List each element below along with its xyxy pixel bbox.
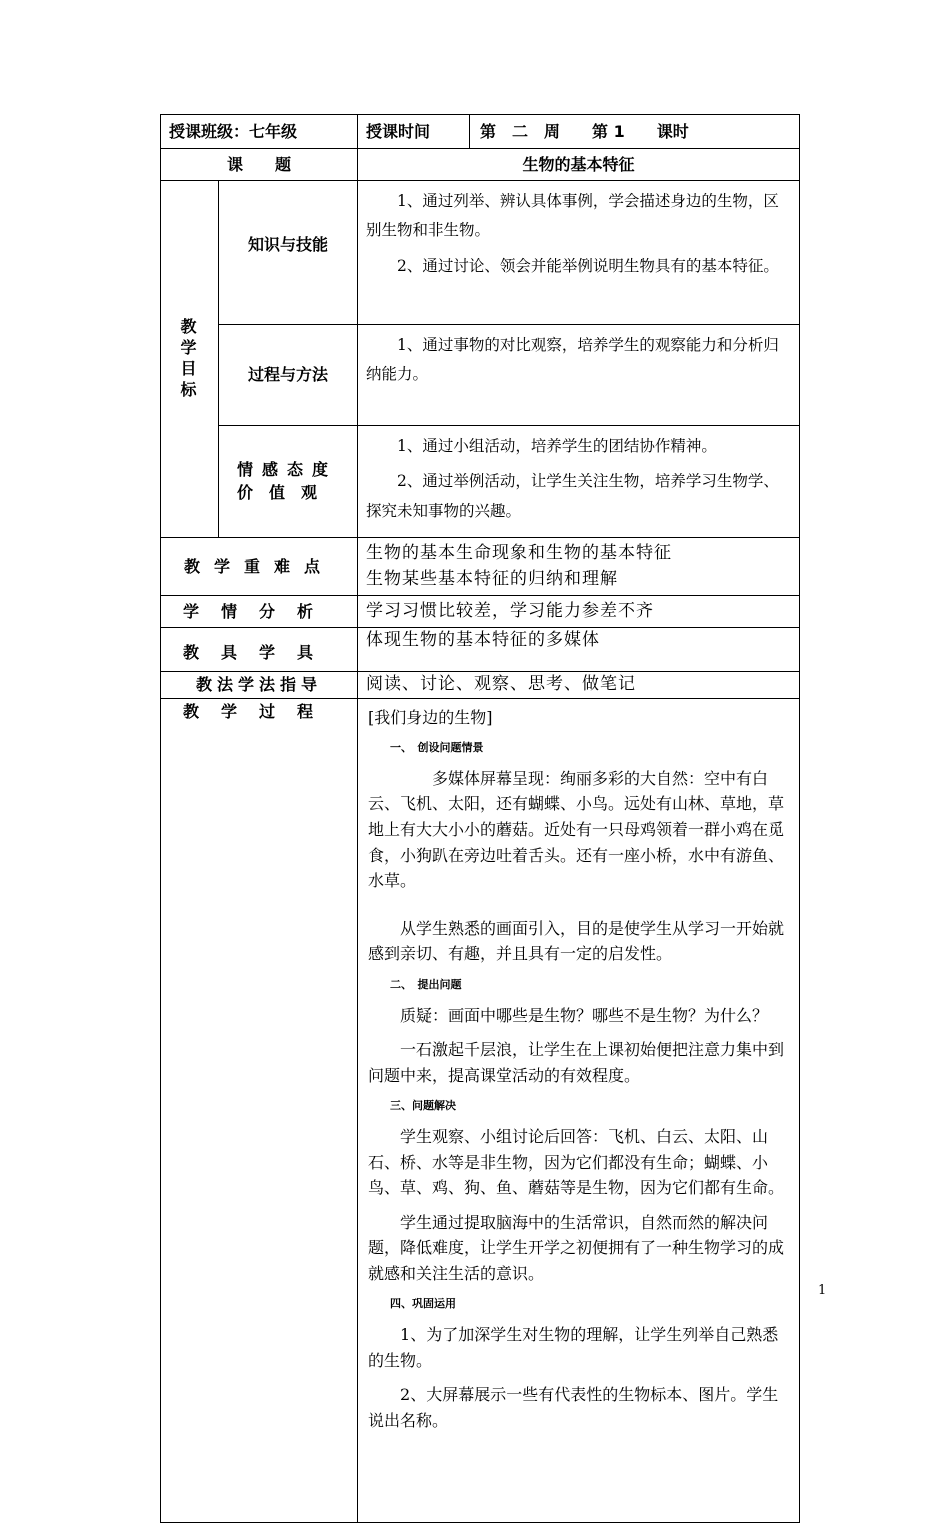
topic-row [161, 149, 800, 181]
emotion-label-line2: 价 值 观 [237, 482, 318, 502]
process-content [358, 698, 800, 1522]
emotion-label [219, 426, 358, 538]
tools-value: 体现生物的基本特征的多媒体 [358, 628, 800, 672]
methods-label: 教法学法指导 [161, 672, 358, 699]
step-1-paragraph-2: 从学生熟悉的画面引入，目的是使学生从学习一开始就感到亲切、有趣，并且具有一定的启发性。 [368, 918, 785, 964]
lesson-plan-table [160, 114, 800, 1523]
knowledge-label: 知识与技能 [219, 181, 358, 325]
step-1-title: 一、 创设问题情景 [390, 741, 484, 755]
methods-value: 阅读、讨论、观察、思考、做笔记 [358, 672, 800, 699]
objectives-label [161, 181, 219, 538]
schedule-value: 第 二 周 第 1 课时 [470, 115, 800, 149]
key-points-content [358, 538, 800, 596]
process-method-item-1: 1、通过事物的对比观察，培养学生的观察能力和分析归纳能力。 [366, 336, 779, 384]
topic-title: 生物的基本特征 [358, 149, 800, 181]
knowledge-item-2: 2、通过讨论、领会并能举例说明生物具有的基本特征。 [397, 256, 779, 275]
step-2-paragraph-1: 质疑：画面中哪些是生物？哪些不是生物？为什么？ [400, 1005, 769, 1025]
analysis-label: 学情分析 [161, 596, 358, 628]
step-2-title: 二、 提出问题 [390, 977, 462, 991]
step-4-paragraph-2: 2、大屏幕展示一些有代表性的生物标本、图片。学生说出名称。 [368, 1385, 779, 1430]
step-1-paragraph-1: 多媒体屏幕呈现：绚丽多彩的大自然：空中有白云、飞机、太阳，还有蝴蝶、小鸟。远处有山林、草地，草地上有大大小小的蘑菇。近处有一只母鸡领着一群小鸡在觅食，小狗趴在旁边吐着舌头。还有一座小桥，水中有游鱼、水草。 [368, 768, 785, 891]
process-method-label: 过程与方法 [219, 325, 358, 426]
tools-label: 教具学具 [161, 628, 358, 672]
analysis-value: 学习习惯比较差，学习能力参差不齐 [358, 596, 800, 628]
key-points-row [161, 538, 800, 596]
step-2-paragraph-2: 一石激起千层浪，让学生在上课初始便把注意力集中到问题中来，提高课堂活动的有效程度。 [368, 1040, 785, 1085]
time-label: 授课时间 [358, 115, 470, 149]
process-method-content [358, 325, 800, 426]
tools-row [161, 628, 800, 672]
key-points-label: 教学重难点 [161, 538, 358, 596]
emotion-item-1: 1、通过小组活动，培养学生的团结协作精神。 [397, 437, 717, 455]
knowledge-item-1: 1、通过列举、辨认具体事例，学会描述身边的生物，区别生物和非生物。 [366, 192, 779, 240]
step-3-paragraph-1: 学生观察、小组讨论后回答：飞机、白云、太阳、山石、桥、水等是非生物，因为它们都没有生命；蝴蝶、小鸟、草、鸡、狗、鱼、蘑菇等是生物，因为它们都有生命。 [368, 1126, 785, 1198]
objective-emotion-row [161, 426, 800, 538]
class-label: 授课班级：七年级 [161, 115, 358, 149]
topic-label: 课 题 [161, 149, 358, 181]
knowledge-content [358, 181, 800, 325]
emotion-label-line1: 情感态度 [237, 460, 338, 480]
key-points-line-2: 生物某些基本特征的归纳和理解 [366, 568, 619, 589]
key-points-line-1: 生物的基本生命现象和生物的基本特征 [366, 543, 673, 563]
process-intro: [我们身边的生物] [368, 707, 493, 727]
step-4-paragraph-1: 1、为了加深学生对生物的理解，让学生列举自己熟悉的生物。 [368, 1325, 779, 1370]
emotion-item-2: 2、通过举例活动，让学生关注生物，培养学习生物学、探究未知事物的兴趣。 [366, 472, 779, 520]
step-3-paragraph-2: 学生通过提取脑海中的生活常识，自然而然的解决问题，降低难度，让学生开学之初便拥有了一种生物学习的成就感和关注生活的意识。 [368, 1212, 785, 1283]
objective-process-row [161, 325, 800, 426]
process-section-label: 教学过程 [161, 698, 358, 1522]
analysis-row [161, 596, 800, 628]
step-4-title: 四、巩固运用 [390, 1297, 457, 1311]
emotion-content [358, 426, 800, 538]
methods-row [161, 672, 800, 699]
objectives-label-text: 教学目标 [180, 317, 199, 399]
header-row [161, 115, 800, 149]
process-row [161, 698, 800, 1522]
page-number: 1 [818, 1283, 827, 1298]
step-3-title: 三、问题解决 [390, 1099, 457, 1113]
objective-knowledge-row [161, 181, 800, 325]
